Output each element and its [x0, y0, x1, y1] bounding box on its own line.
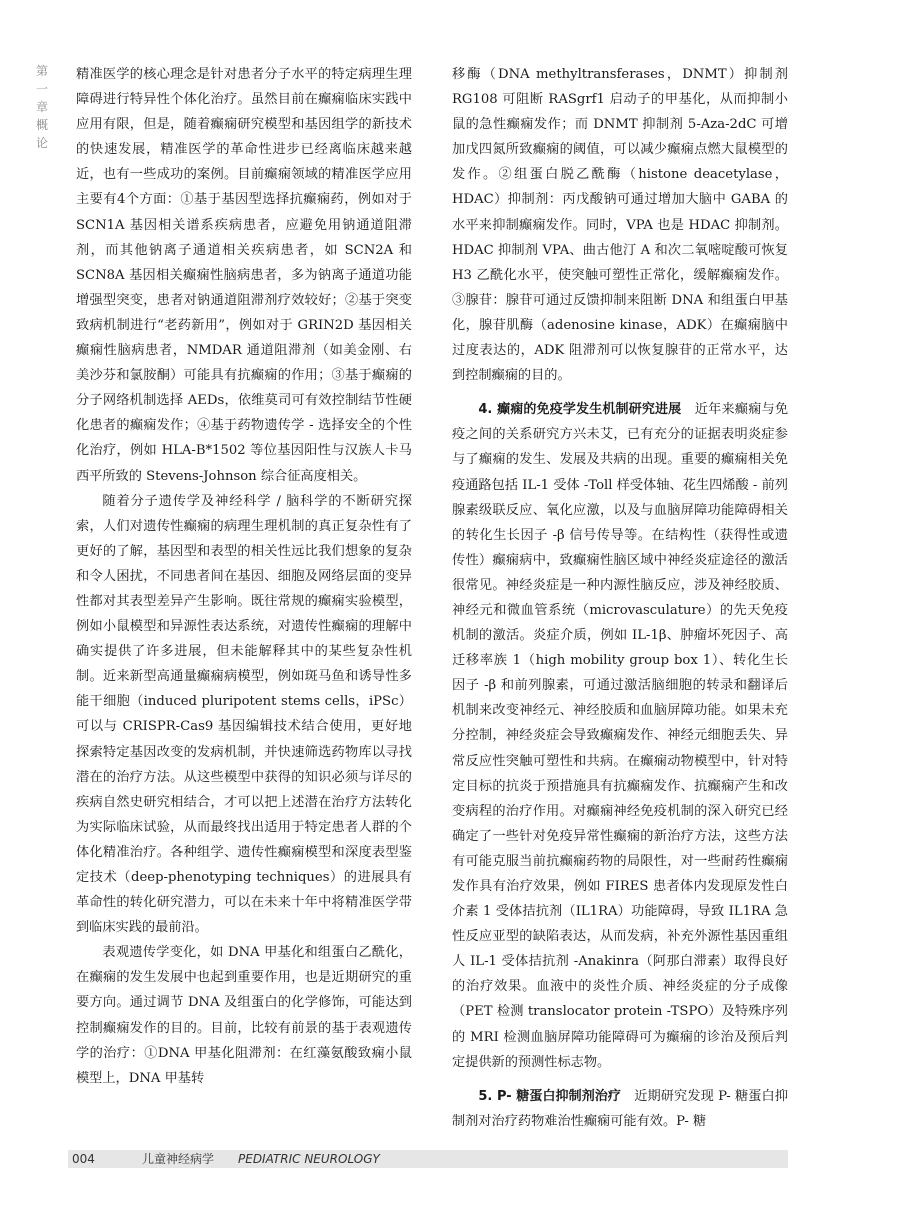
paragraph-dnmt-hdac: 移酶（DNA methyltransferases，DNMT）抑制剂 RG108 可阻断 RASgrf1 启动子的甲基化，从而抑制小鼠的急性癫痫发作；而 DNMT 抑制剂 5-Aza-2dC 可增加戊四氮所致癫痫的阈值，可以减少癫痫点燃大鼠模型的发作。②组蛋白脱乙酰酶（histone deacetylase，HDAC）抑制剂：丙戊酸钠可通过增加大脑中 GABA 的水平来抑制癫痫发作。同时，VPA 也是 HDAC 抑制剂。HDAC 抑制剂 VPA、曲古他汀 A 和次二氧嘧啶酸可恢复 H3 乙酰化水平，使突触可塑性正常化，缓解癫痫发作。③腺苷：腺苷可通过反馈抑制来阻断 DNA 和组蛋白甲基化，腺苷肌酶（adenosine kinase，ADK）在癫痫脑中过度表达的，ADK 阻滞剂可以恢复腺苷的正常水平，达到控制癫痫的目的。: [452, 67, 788, 384]
paragraph-epigenetics: 表观遗传学变化，如 DNA 甲基化和组蛋白乙酰化，在癫痫的发生发展中也起到重要作用，也是近期研究的重要方向。通过调节 DNA 及组蛋白的化学修饰，可能达到控制癫痫发作的目的。目前，比较有前景的基于表观遗传学的治疗：①DNA 甲基化阻滞剂：在红藻氨酸致痫小鼠模型上，DNA 甲基转: [76, 945, 412, 1086]
paragraph-p-glycoprotein: [452, 1084, 788, 1134]
journal-title-cn: 儿童神经病学: [142, 1152, 215, 1166]
chapter-char: 概: [35, 118, 48, 132]
paragraph-p-glycoprotein-text: 近期研究发现 P- 糖蛋白抑制剂对治疗药物难治性癫痫可能有效。P- 糖: [452, 1088, 789, 1129]
chapter-char: 一: [35, 82, 48, 96]
journal-title-en: PEDIATRIC NEUROLOGY: [238, 1152, 380, 1166]
right-column: [452, 62, 788, 1134]
left-column: [76, 62, 412, 1091]
paragraph-genetic-models: 随着分子遗传学及神经科学 / 脑科学的不断研究探索，人们对遗传性癫痫的病理生理机制的真正复杂性有了更好的了解，基因型和表型的相关性远比我们想象的复杂和令人困扰，不同患者间在基因、细胞及网络层面的变异性都对其表型差异产生影响。既往常规的癫痫实验模型，例如小鼠模型和异源性表达系统，对遗传性癫痫的理解中确实提供了许多进展，但未能解释其中的某些复杂性机制。近来新型高通量癫痫病模型，例如斑马鱼和诱导性多能干细胞（induced pluripotent stems cells，iPSc）可以与 CRISPR-Cas9 基因编辑技术结合使用，更好地探索特定基因改变的发病机制，并快速筛选药物库以寻找潜在的治疗方法。从这些模型中获得的知识必须与详尽的疾病自然史研究相结合，才可以把上述潜在治疗方法转化为实际临床试验，从而最终找出适用于特定患者人群的个体化精准治疗。各种组学、遗传性癫痫模型和深度表型鉴定技术（deep-phenotyping techniques）的进展具有革命性的转化研究潜力，可以在未来十年中将精准医学带到临床实践的最前沿。: [76, 493, 412, 936]
chapter-char: 第: [35, 64, 48, 78]
section-heading-immunology: 4. 癫痫的免疫学发生机制研究进展: [478, 402, 682, 418]
paragraph-precision-medicine: 精准医学的核心理念是针对患者分子水平的特定病理生理障碍进行特异性个体化治疗。虽然目前在癫痫临床实践中应用有限，但是，随着癫痫研究模型和基因组学的新技术的快速发展，精准医学的革命性进步已经离临床越来越近，也有一些成功的案例。目前癫痫领域的精准医学应用主要有4个方面：①基于基因型选择抗癫痫药，例如对于 SCN1A 基因相关谱系疾病患者，应避免用钠通道阻滞剂，而其他钠离子通道相关疾病患者，如 SCN2A 和 SCN8A 基因相关癫痫性脑病患者，多为钠离子通道功能增强型突变，患者对钠通道阻滞剂疗效较好；②基于突变致病机制进行“老药新用”，例如对于 GRIN2D 基因相关癫痫性脑病患者，NMDAR 通道阻滞剂（如美金刚、右美沙芬和氯胺酮）可能具有抗癫痫的作用；③基于癫痫的分子网络机制选择 AEDs，依维莫司可有效控制结节性硬化患者的癫痫发作；④基于药物遗传学 - 选择安全的个性化治疗，例如 HLA-B*1502 等位基因阳性与汉族人卡马西平所致的 Stevens-Johnson 综合征高度相关。: [76, 67, 412, 484]
chapter-char: 论: [35, 136, 48, 150]
chapter-char: 章: [35, 100, 48, 114]
page-number: 004: [72, 1152, 95, 1166]
paragraph-immunology-text: 近年来癫痫与免疫之间的关系研究方兴未艾，已有充分的证据表明炎症参与了癫痫的发生、发展及共病的出现。重要的癫痫相关免疫通路包括 IL-1 受体 -Toll 样受体轴、花生四烯酸 - 前列腺素级联反应、氧化应激，以及与血脑屏障功能障碍相关的转化生长因子 -β 信号传导等。在结构性（获得性或遗传性）癫痫病中，致癫痫性脑区域中神经炎症途径的激活很常见。神经炎症是一种内源性脑反应，涉及神经胶质、神经元和微血管系统（microvasculature）的先天免疫机制的激活。炎症介质，例如 IL-1β、肿瘤坏死因子、高迁移率族 1（high mobility group box 1）、转化生长因子 -β 和前列腺素，可通过激活脑细胞的转录和翻译后机制来改变神经元、神经胶质和血脑屏障功能。如果未充分控制，神经炎症会导致癫痫发作、神经元细胞丢失、异常反应性突触可塑性和共病。在癫痫动物模型中，针对特定目标的抗炎于预措施具有抗癫痫发作、抗癫痫产生和改变病程的治疗作用。对癫痫神经免疫机制的深入研究已经确定了一些针对免疫异常性癫痫的新治疗方法，这些方法有可能克服当前抗癫痫药物的局限性，对一些耐药性癫痫发作具有治疗效果，例如 FIRES 患者体内发现原发性白介素 1 受体拮抗剂（IL1RA）功能障碍，导致 IL1RA 急性反应亚型的缺陷表达，从而发病，补充外源性基因重组人 IL-1 受体拮抗剂 -Anakinra（阿那白滞素）取得良好的治疗效果。血液中的炎性介质、神经炎症的分子成像（PET 检测 translocator protein -TSPO）及特殊序列的 MRI 检测血脑屏障功能障碍可为癫痫的诊治及预后判定提供新的预测性标志物。: [452, 402, 789, 1070]
paragraph-immunology: [452, 397, 788, 1075]
page-footer: [68, 1150, 788, 1168]
chapter-side-tab: [34, 62, 50, 152]
section-heading-p-glycoprotein: 5. P- 糖蛋白抑制剂治疗: [478, 1088, 621, 1104]
